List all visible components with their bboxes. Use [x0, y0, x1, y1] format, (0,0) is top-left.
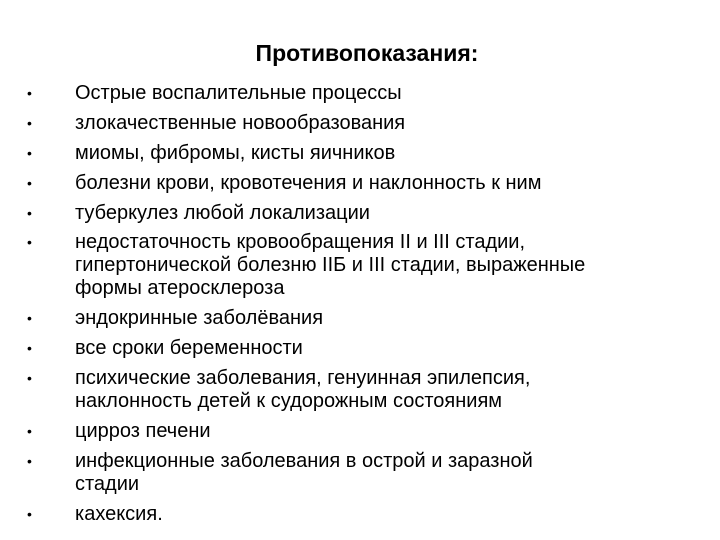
bullet-icon: •	[27, 370, 32, 387]
list-item-text: инфекционные заболевания в острой и заразной стадии	[75, 449, 533, 495]
list-item	[25, 420, 705, 443]
bullet-icon: •	[27, 310, 32, 327]
list-item-text: Острые воспалительные процессы	[75, 82, 402, 104]
list-item-text: недостаточность кровообращения II и III стадии, гипертонической болезню IIБ и III стадии, выраженные формы атеросклероза	[75, 231, 586, 300]
bullet-icon: •	[27, 114, 32, 131]
list-item	[25, 367, 705, 413]
list-item-text: психические заболевания, генуинная эпилепсия, наклонность детей к судорожным состояниям	[75, 367, 531, 413]
list-item	[25, 503, 705, 526]
bullet-icon: •	[27, 85, 32, 101]
bullet-icon: •	[27, 505, 32, 522]
list-item	[25, 202, 705, 225]
bullet-icon: •	[27, 340, 32, 357]
list-item	[25, 450, 705, 496]
list-item	[25, 307, 705, 330]
list-item	[25, 112, 705, 135]
list-item	[25, 142, 705, 165]
list-item-text: злокачественные новообразования	[75, 111, 406, 134]
list-item-text: эндокринные заболёвания	[75, 307, 324, 330]
list-item	[25, 172, 705, 195]
slide-title: Противопоказания:	[255, 40, 479, 66]
list-item-text: миомы, фибромы, кисты яичников	[75, 141, 396, 164]
contraindications-list	[25, 82, 705, 533]
list-item-text: болезни крови, кровотечения и наклонность к ним	[75, 171, 542, 194]
bullet-icon: •	[27, 234, 32, 251]
list-item-text: кахексия.	[75, 502, 163, 525]
list-item	[25, 231, 705, 300]
list-item-text: все сроки беременности	[75, 337, 303, 360]
bullet-icon: •	[27, 452, 32, 469]
list-item-text: туберкулез любой локализации	[75, 201, 370, 224]
bullet-icon: •	[27, 204, 32, 221]
bullet-icon: •	[27, 423, 32, 440]
list-item	[25, 337, 705, 360]
bullet-icon: •	[27, 144, 32, 161]
list-item	[25, 82, 705, 105]
list-item-text: цирроз печени	[75, 420, 211, 443]
bullet-icon: •	[27, 174, 32, 191]
